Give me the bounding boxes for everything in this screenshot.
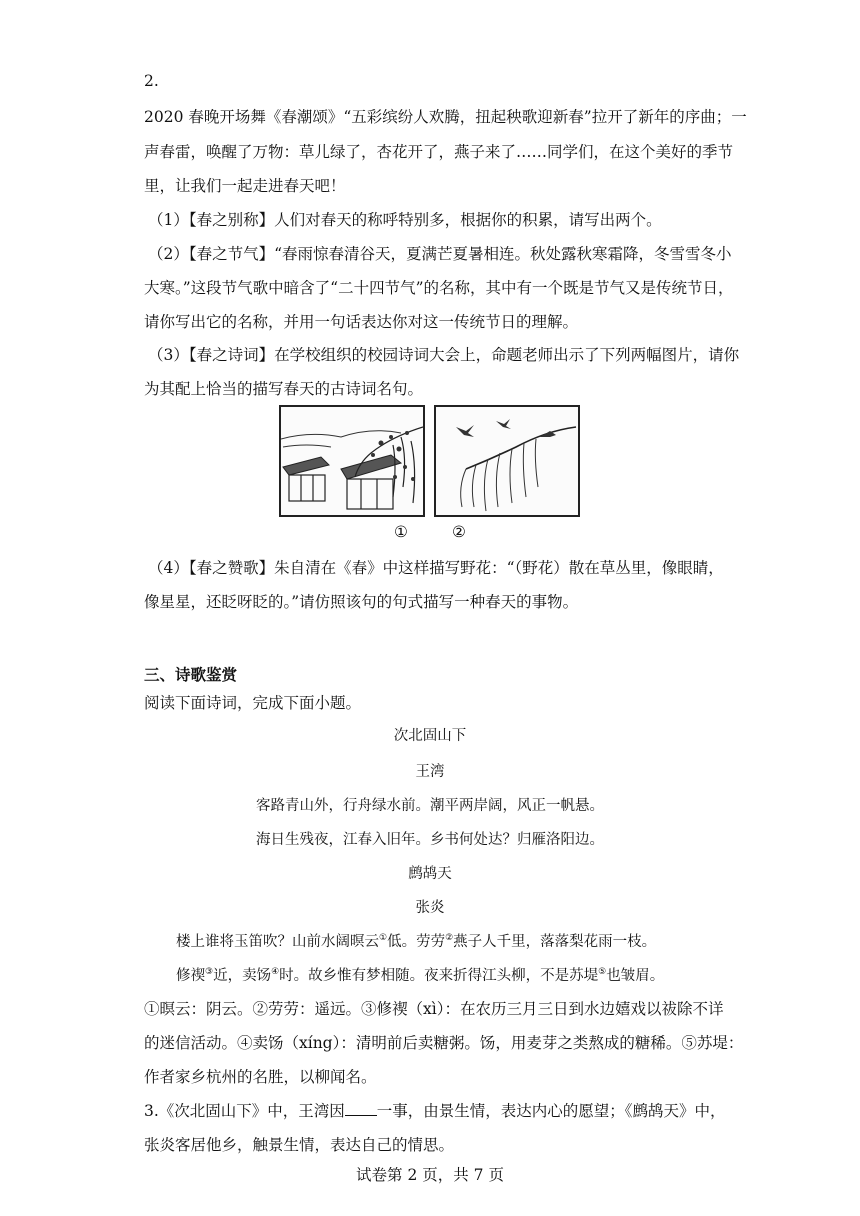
notes-line-2: 的迷信活动。④卖饧（xíng）：清明前后卖糖粥。饧，用麦芽之类熬成的糖稀。⑤苏堤：	[144, 1034, 744, 1052]
poem-1-title: 次北固山下	[393, 728, 467, 744]
poem-1-line-1: 客路青山外，行舟绿水前。潮平两岸阔，风正一帆悬。	[256, 798, 604, 814]
picture-1-pavilion	[279, 405, 425, 517]
poem-1-line-2: 海日生残夜，江春入旧年。乡书何处达？归雁洛阳边。	[256, 832, 604, 848]
poem-2-line-1: 楼上谁将玉笛吹？山前水阔暝云①低。劳劳②燕子人千里，落落梨花雨一枝。	[176, 933, 657, 950]
question-number: 2.	[144, 72, 159, 90]
poem-2-title: 鹧鸪天	[408, 866, 452, 882]
picture-label-2: ②	[452, 523, 466, 541]
page-footer: 试卷第 2 页，共 7 页	[356, 1166, 504, 1184]
item-2-line-3: 请你写出它的名称，并用一句话表达你对这一传统节日的理解。	[144, 313, 579, 331]
footnote-ref-5: ⑤	[598, 967, 607, 978]
item-1: （1）【春之别称】人们对春天的称呼特别多，根据你的积累，请写出两个。	[148, 211, 662, 229]
footnote-ref-4: ④	[271, 967, 280, 978]
question-3-line-2: 张炎客居他乡，触景生情，表达自己的情思。	[144, 1136, 455, 1154]
item-2-line-2: 大寒。”这段节气歌中暗含了“二十四节气”的名称，其中有一个既是节气又是传统节日，	[144, 279, 734, 297]
item-2-line-1: （2）【春之节气】“春雨惊春清谷天，夏满芒夏暑相连。秋处露秋寒霜降，冬雪雪冬小	[148, 245, 732, 263]
item-3-line-2: 为其配上恰当的描写春天的古诗词名句。	[144, 380, 424, 398]
item-3-line-1: （3）【春之诗词】在学校组织的校园诗词大会上，命题老师出示了下列两幅图片，请你	[148, 346, 740, 364]
poem-2-author: 张炎	[415, 900, 445, 916]
picture-label-1: ①	[394, 523, 408, 541]
footnote-ref-2: ②	[445, 933, 454, 944]
footnote-ref-1: ①	[379, 933, 388, 944]
intro-line-2: 声春雷，唤醒了万物：草儿绿了，杏花开了，燕子来了……同学们，在这个美好的季节	[144, 143, 734, 161]
intro-line-1: 2020 春晚开场舞《春潮颂》“五彩缤纷人欢腾，扭起秧歌迎新春”拉开了新年的序曲；一	[144, 108, 747, 126]
poem-2-line-2: 修禊③近，卖饧④时。故乡惟有梦相随。夜来折得江头柳，不是苏堤⑤也皱眉。	[176, 967, 665, 984]
poem-1-author: 王湾	[415, 764, 445, 780]
item-4-line-1: （4）【春之赞歌】朱自清在《春》中这样描写野花：“（野花）散在草丛里，像眼睛，	[148, 559, 724, 577]
question-3-line-1: 3.《次北固山下》中，王湾因 一事，由景生情，表达内心的愿望；《鹧鸪天》中，	[144, 1102, 726, 1120]
notes-line-3: 作者家乡杭州的名胜，以柳闻名。	[144, 1068, 377, 1086]
willow-illustration	[436, 407, 578, 515]
pavilion-illustration	[281, 407, 423, 515]
section-heading: 三、诗歌鉴赏	[144, 665, 238, 684]
intro-line-3: 里，让我们一起走进春天吧！	[144, 177, 346, 195]
picture-2-willow	[434, 405, 580, 517]
section-instruction: 阅读下面诗词，完成下面小题。	[144, 694, 362, 712]
footnote-ref-3: ③	[205, 967, 214, 978]
notes-line-1: ①暝云：阴云。②劳劳：遥远。③修禊（xì）：在农历三月三日到水边嬉戏以祓除不详	[144, 1000, 724, 1018]
item-4-line-2: 像星星，还眨呀眨的。”请仿照该句的句式描写一种春天的事物。	[144, 593, 579, 611]
answer-blank[interactable]	[345, 1101, 377, 1116]
